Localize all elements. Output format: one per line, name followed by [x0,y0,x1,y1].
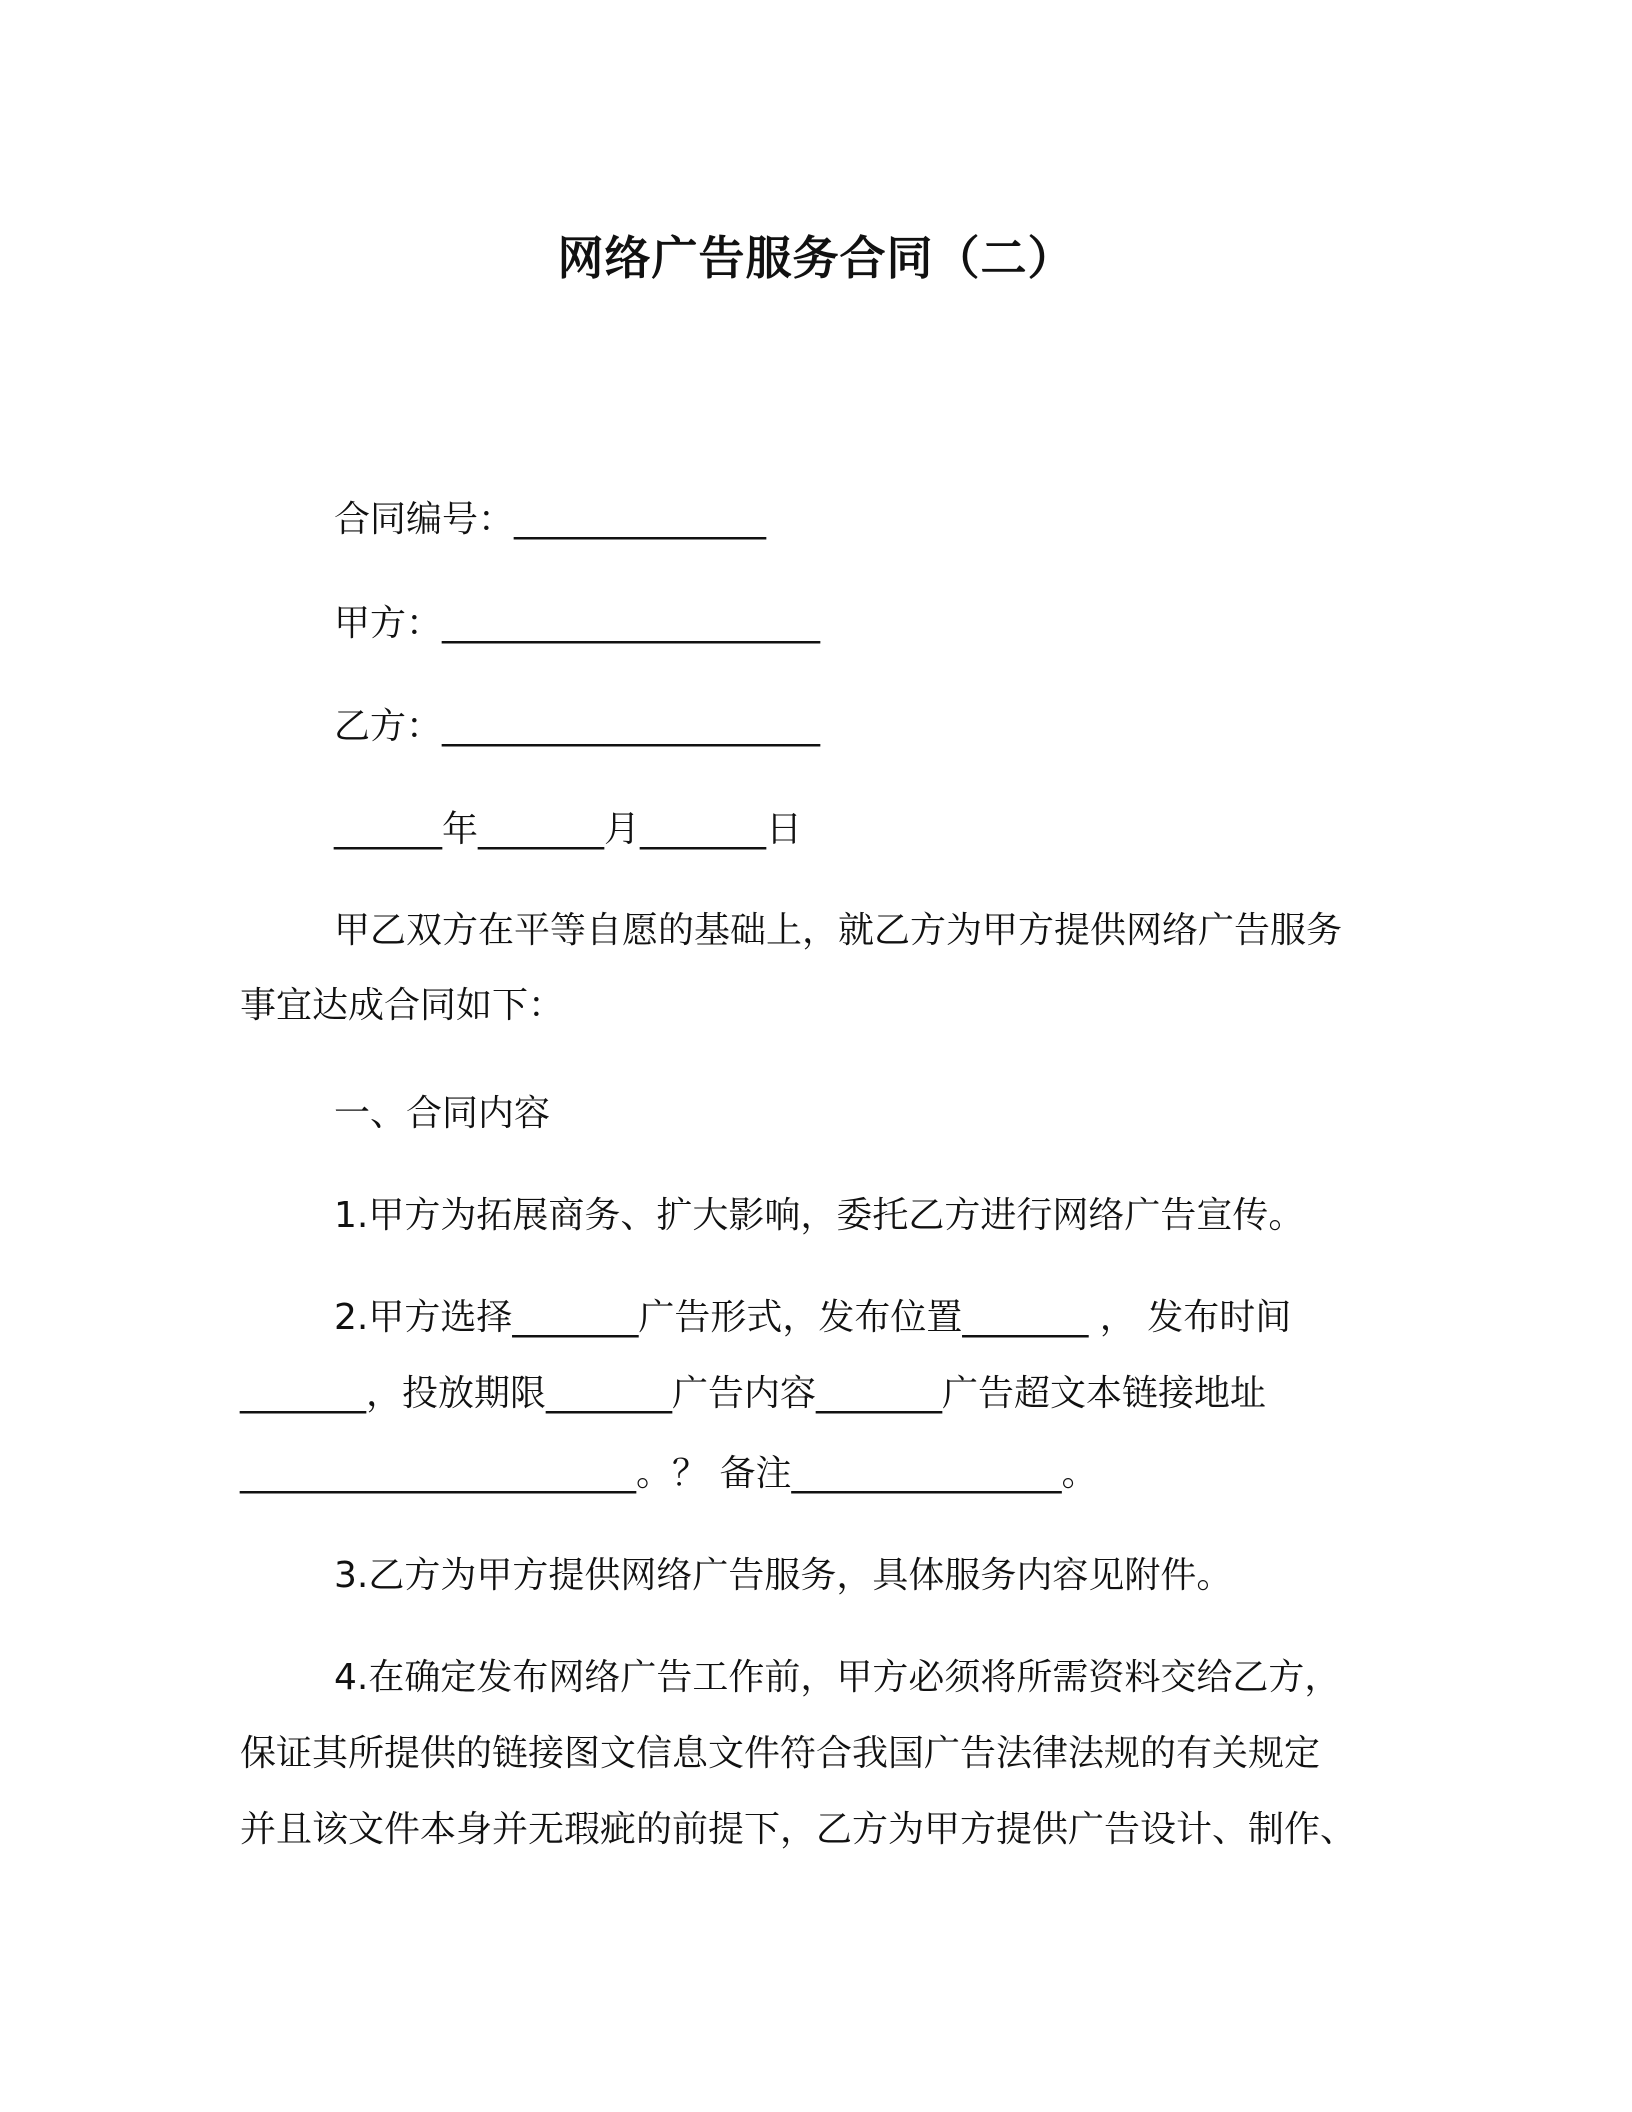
clause-4-line-1: 4.在确定发布网络广告工作前，甲方必须将所需资料交给乙方， [334,1657,1341,1698]
clause-4-line-2: 保证其所提供的链接图文信息文件符合我国广告法律法规的有关规定 [240,1733,1321,1774]
clause-1: 1.甲方为拓展商务、扩大影响，委托乙方进行网络广告宣传。 [334,1195,1305,1236]
date-line: ______年_______月_______日 [334,809,802,850]
clause-2-line-2: _______，投放期限_______广告内容_______广告超文本链接地址 [240,1373,1267,1414]
party-b-line: 乙方：_____________________ [334,706,821,747]
clause-3: 3.乙方为甲方提供网络广告服务，具体服务内容见附件。 [334,1555,1233,1596]
clause-4-line-3: 并且该文件本身并无瑕疵的前提下，乙方为甲方提供广告设计、制作、 [240,1809,1357,1850]
document-title: 网络广告服务合同（二） [557,231,1075,285]
section-heading: 一、合同内容 [334,1093,551,1134]
clause-2-line-1: 2.甲方选择_______广告形式，发布位置_______ ， 发布时间 [334,1297,1292,1338]
preamble-line-1: 甲乙双方在平等自愿的基础上，就乙方为甲方提供网络广告服务 [334,910,1343,951]
contract-number-line: 合同编号：______________ [334,499,767,540]
party-a-line: 甲方：_____________________ [334,603,821,644]
clause-2-line-3: ______________________。？ 备注_______________。 [240,1453,1098,1494]
preamble-line-2: 事宜达成合同如下： [240,985,565,1026]
